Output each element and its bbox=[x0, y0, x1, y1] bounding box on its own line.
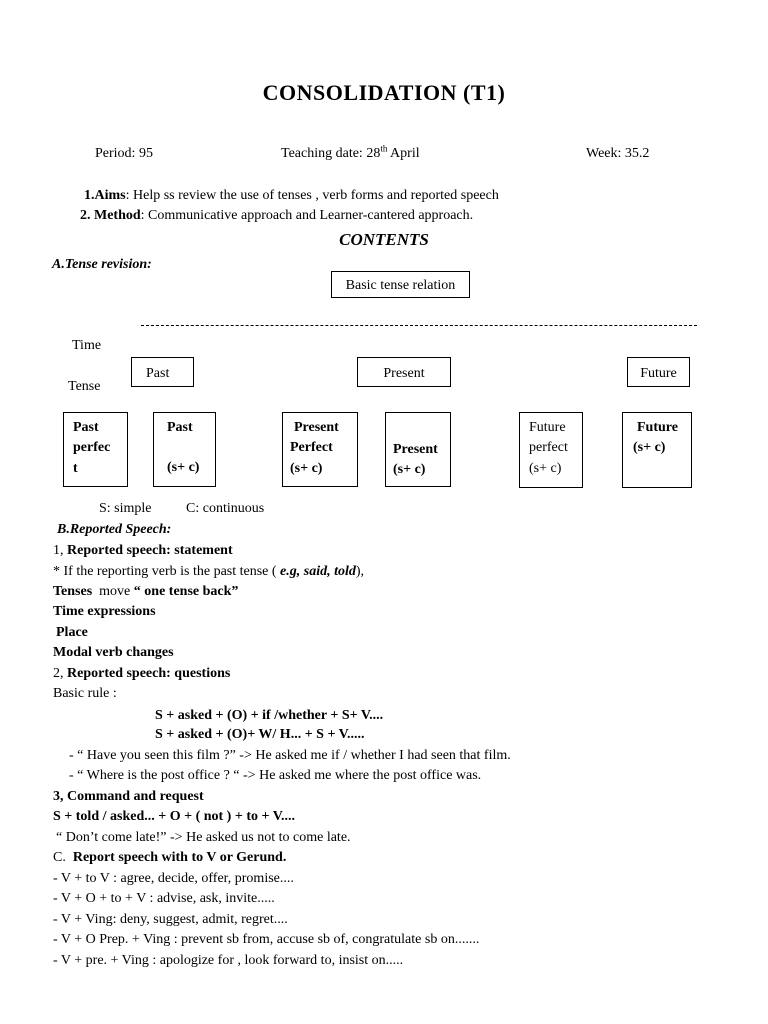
timeline-past-box: Past bbox=[131, 357, 194, 387]
aims-label: 1.Aims bbox=[84, 188, 126, 203]
one-tense-back: “ one tense back” bbox=[133, 584, 239, 599]
timeline-present-box: Present bbox=[357, 357, 451, 387]
tense-box-line: (s+ c) bbox=[529, 460, 562, 476]
aims-text: : Help ss review the use of tenses , verb forms and reported speech bbox=[125, 188, 499, 203]
section-c-title: Report speech with to V or Gerund. bbox=[72, 850, 287, 865]
tense-box-future-perfect bbox=[519, 412, 583, 488]
statement-num: 1, bbox=[53, 543, 67, 558]
tense-box-line: (s+ c) bbox=[633, 440, 666, 456]
modal-verb-changes: Modal verb changes bbox=[53, 645, 174, 660]
rule-post: ), bbox=[355, 564, 365, 579]
tense-box-line: Past bbox=[73, 420, 99, 435]
command-formula: S + told / asked... + O + ( not ) + to + V.... bbox=[53, 809, 296, 824]
questions-title: Reported speech: questions bbox=[67, 666, 231, 681]
tense-box-line: Past bbox=[167, 420, 193, 435]
time-expressions: Time expressions bbox=[53, 604, 156, 619]
questions-num: 2, bbox=[53, 666, 67, 681]
reported-speech-heading: B.Reported Speech: bbox=[57, 522, 172, 537]
verb-pattern-item: - V + O Prep. + Ving : prevent sb from, accuse sb of, congratulate sb on....... bbox=[53, 932, 480, 947]
tense-box-line: perfect bbox=[529, 440, 568, 456]
aims bbox=[84, 188, 499, 205]
section-c-heading bbox=[53, 850, 286, 867]
tense-box-past bbox=[153, 412, 216, 487]
tense-box-line: Present bbox=[393, 442, 438, 457]
method-text: : Communicative approach and Learner-cantered approach. bbox=[140, 208, 474, 223]
basic-tense-relation-box: Basic tense relation bbox=[331, 271, 470, 298]
tense-box-line: Present bbox=[294, 420, 339, 435]
place: Place bbox=[56, 625, 88, 640]
timeline-future-box: Future bbox=[627, 357, 690, 387]
period: Period: 95 bbox=[95, 146, 153, 161]
question-formula-1: S + asked + (O) + if /whether + S+ V.... bbox=[155, 708, 384, 723]
basic-rule: Basic rule : bbox=[53, 686, 117, 701]
question-formula-2: S + asked + (O)+ W/ H... + S + V..... bbox=[155, 727, 365, 742]
week: Week: 35.2 bbox=[586, 146, 650, 161]
rule-pre: * If the reporting verb is the past tense ( bbox=[53, 564, 281, 579]
tense-box-line: perfec bbox=[73, 440, 111, 456]
legend-simple: S: simple bbox=[99, 501, 152, 516]
verb-pattern-item: - V + O + to + V : advise, ask, invite..... bbox=[53, 891, 275, 906]
statement-rule bbox=[53, 564, 364, 581]
verb-pattern-item: - V + to V : agree, decide, offer, promise.... bbox=[53, 871, 294, 886]
tense-box-future bbox=[622, 412, 692, 488]
teaching-date-sup: th bbox=[380, 143, 388, 154]
tense-box-line: Future bbox=[529, 420, 566, 435]
tense-box-line bbox=[167, 438, 202, 458]
timeline-divider bbox=[141, 325, 697, 326]
section-c-label: C. bbox=[53, 850, 73, 865]
tense-box-past-perfect bbox=[63, 412, 128, 487]
method bbox=[80, 208, 473, 225]
method-label: 2. Method bbox=[80, 208, 141, 223]
tense-box-present bbox=[385, 412, 451, 487]
questions-heading bbox=[53, 666, 230, 683]
contents-heading: CONTENTS bbox=[339, 230, 429, 249]
question-example-2: - “ Where is the post office ? “ -> He asked me where the post office was. bbox=[69, 768, 482, 783]
tense-box-line: (s+ c) bbox=[167, 460, 200, 476]
tenses-move: move bbox=[92, 584, 134, 599]
tenses-label: Tenses bbox=[53, 584, 93, 599]
statement-title: Reported speech: statement bbox=[67, 543, 233, 558]
command-example: “ Don’t come late!” -> He asked us not to come late. bbox=[56, 830, 351, 845]
tense-box-present-perfect bbox=[282, 412, 358, 487]
teaching-date-suffix: April bbox=[387, 146, 420, 161]
statement-heading bbox=[53, 543, 233, 560]
legend-continuous: C: continuous bbox=[186, 501, 265, 516]
tense-box-line: Perfect bbox=[290, 440, 333, 456]
tenses-line bbox=[53, 584, 238, 601]
verb-pattern-item: - V + pre. + Ving : apologize for , look forward to, insist on..... bbox=[53, 953, 404, 968]
tense-revision-heading: A.Tense revision: bbox=[52, 257, 152, 272]
question-example-1: - “ Have you seen this film ?” -> He asked me if / whether I had seen that film. bbox=[69, 748, 511, 763]
tense-box-line: (s+ c) bbox=[290, 460, 323, 476]
verb-pattern-item: - V + Ving: deny, suggest, admit, regret.... bbox=[53, 912, 288, 927]
teaching-date bbox=[281, 143, 420, 163]
page-title: CONSOLIDATION (T1) bbox=[262, 80, 506, 105]
command-heading: 3, Command and request bbox=[53, 789, 204, 804]
tense-box-line: Future bbox=[637, 420, 678, 435]
time-label: Time bbox=[72, 338, 102, 353]
tense-label: Tense bbox=[68, 379, 101, 394]
tense-box-line: (s+ c) bbox=[393, 462, 426, 478]
tense-box-line: t bbox=[73, 460, 78, 476]
rule-eg: e.g, said, told bbox=[280, 564, 356, 579]
teaching-date-prefix: Teaching date: 28 bbox=[281, 146, 381, 161]
